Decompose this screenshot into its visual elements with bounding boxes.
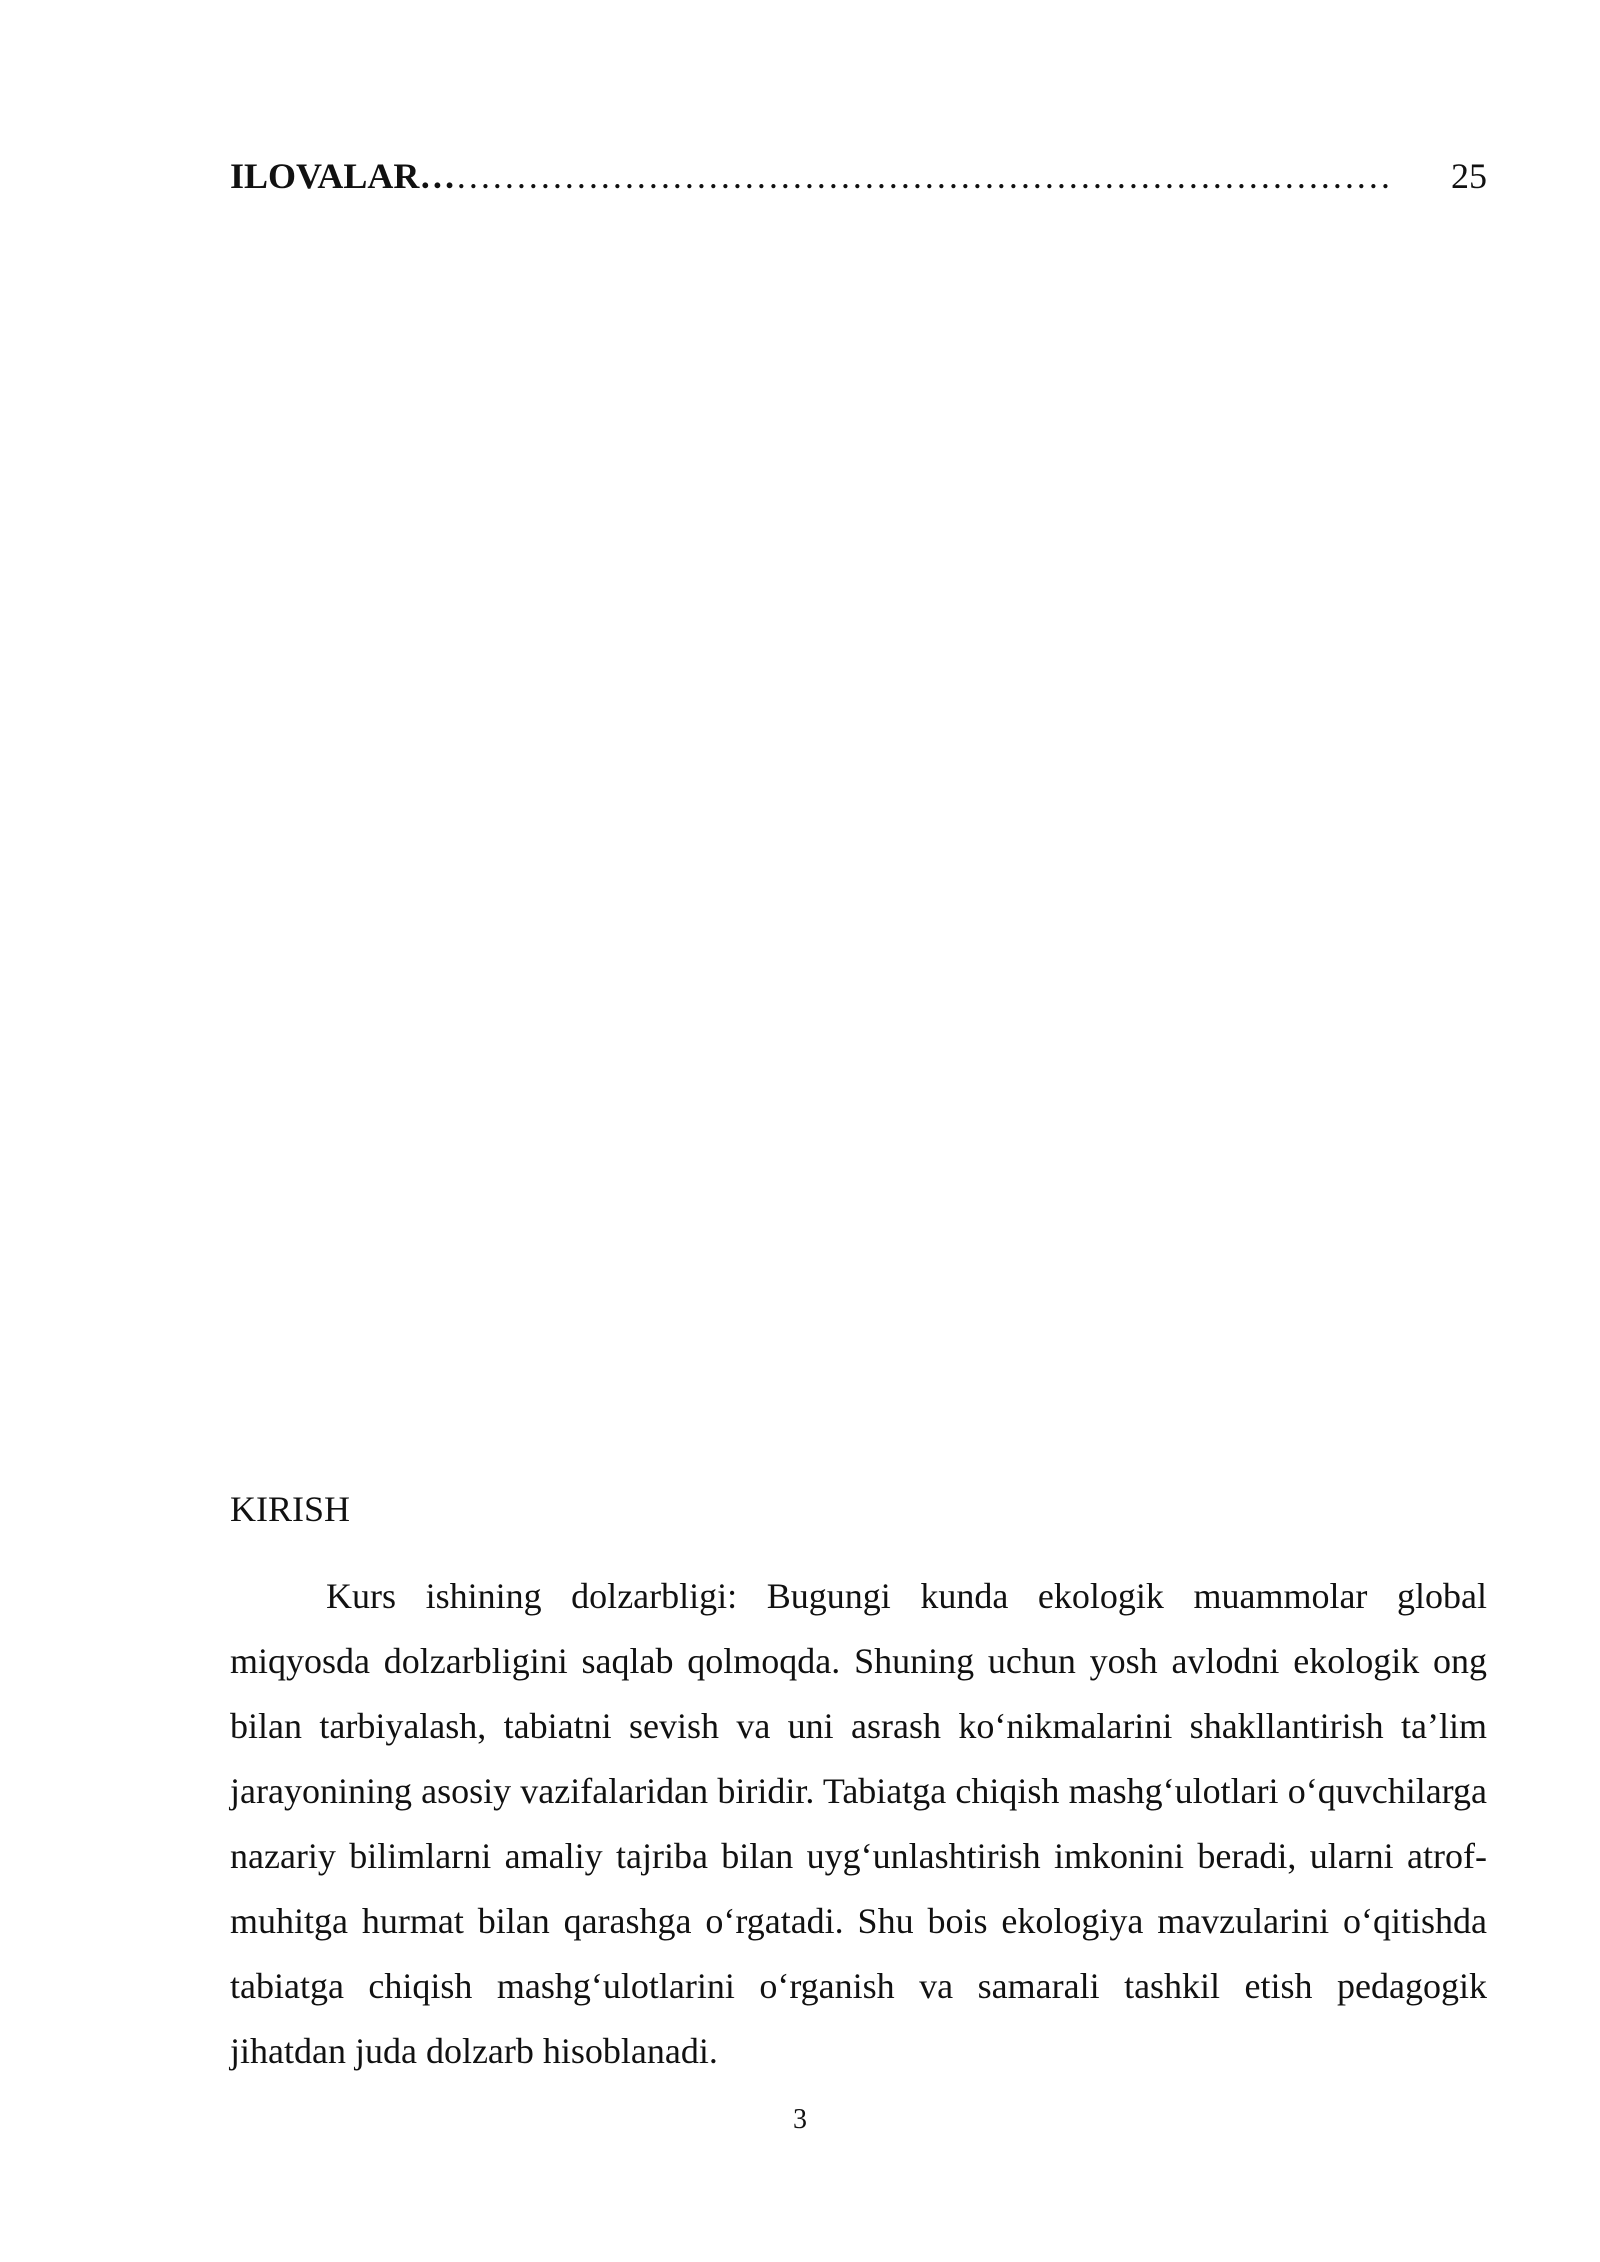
section-heading-kirish: KIRISH <box>230 1489 351 1529</box>
page-number: 3 <box>793 2104 807 2135</box>
toc-leader-dots: …………………………………………………………………… <box>455 156 1392 196</box>
intro-paragraph: Kurs ishining dolzarbligi: Bugungi kunda ekologik muammolar global miqyosda dolzarbligini saqlab qolmoqda. Shuning uchun yosh avlodni ekologik ong bilan tarbiyalash, tabiatni sevish va uni asrash ko‘nikmalarini shakllantirish ta’lim jarayonining asosiy vazifalaridan biridir. Tabiatga chiqish mashg‘ulotlari o‘quvchilarga nazariy bilimlarni amaliy tajriba bilan uyg‘unlashtirish imkonini beradi, ularni atrof-muhitga hurmat bilan qarashga o‘rgatadi. Shu bois ekologiya mavzularini o‘qitishda tabiatga chiqish mashg‘ulotlarini o‘rganish va samarali tashkil etish pedagogik jihatdan juda dolzarb hisoblanadi. <box>230 1576 1487 2071</box>
toc-entry-page-number: 25 <box>1451 156 1487 196</box>
toc-entry-title: ILOVALAR… <box>230 156 456 196</box>
toc-entry-ilovalar <box>230 150 1487 202</box>
